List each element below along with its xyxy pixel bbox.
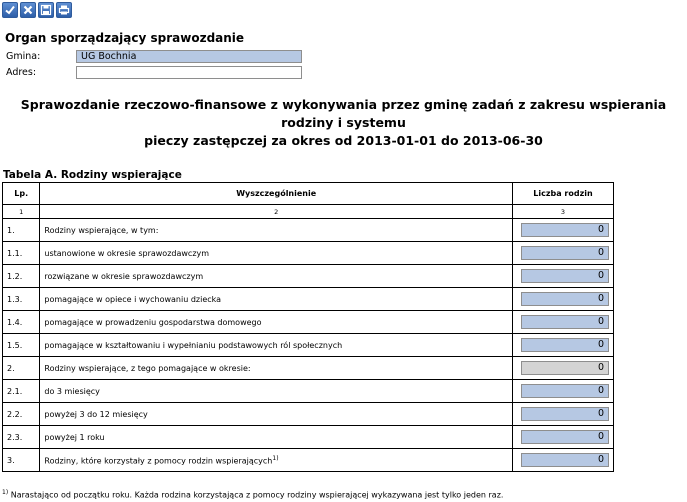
- table-row: [3, 426, 614, 449]
- adres-field[interactable]: [76, 66, 302, 79]
- row-desc-text: Rodziny, które korzystały z pomocy rodzin wspierających: [44, 456, 273, 466]
- index-lp: 1: [3, 205, 40, 219]
- row-lp: 1.2.: [3, 265, 40, 288]
- footnote-marker: 1): [2, 489, 9, 496]
- count-field[interactable]: 0: [521, 315, 609, 329]
- index-desc: 2: [40, 205, 513, 219]
- organ-title: Organ sporządzający sprawozdanie: [5, 31, 245, 45]
- header-count: Liczba rodzin: [513, 183, 614, 205]
- row-desc: powyżej 1 roku: [40, 426, 513, 449]
- row-desc: pomagające w kształtowaniu i wypełnianiu podstawowych ról społecznych: [40, 334, 513, 357]
- gmina-field[interactable]: UG Bochnia: [76, 50, 302, 63]
- footnote: [2, 489, 503, 500]
- index-count: 3: [513, 205, 614, 219]
- row-lp: 2.3.: [3, 426, 40, 449]
- table-row: [3, 357, 614, 380]
- save-button[interactable]: [38, 2, 54, 18]
- table-row: [3, 334, 614, 357]
- footnote-text: Narastająco od początku roku. Każda rodzina korzystająca z pomocy rodziny wspierającej wykazywana jest tylko jeden raz.: [10, 490, 504, 500]
- row-desc: pomagające w prowadzeniu gospodarstwa domowego: [40, 311, 513, 334]
- save-icon: [40, 4, 52, 16]
- table-row: [3, 380, 614, 403]
- row-lp: 1.3.: [3, 288, 40, 311]
- confirm-button[interactable]: [2, 2, 18, 18]
- check-icon: [4, 4, 16, 16]
- row-lp: 2.: [3, 357, 40, 380]
- count-field[interactable]: 0: [521, 223, 609, 237]
- row-desc: powyżej 3 do 12 miesięcy: [40, 403, 513, 426]
- table-row: [3, 265, 614, 288]
- count-field[interactable]: 0: [521, 430, 609, 444]
- print-icon: [58, 4, 70, 16]
- row-lp: 2.1.: [3, 380, 40, 403]
- report-title: [0, 96, 687, 150]
- count-field[interactable]: 0: [521, 453, 609, 467]
- header-desc: Wyszczególnienie: [40, 183, 513, 205]
- close-icon: [22, 4, 34, 16]
- count-field[interactable]: 0: [521, 384, 609, 398]
- print-button[interactable]: [56, 2, 72, 18]
- rodziny-table: [2, 182, 614, 472]
- adres-label: Adres:: [6, 67, 37, 78]
- row-lp: 2.2.: [3, 403, 40, 426]
- table-header-row: [3, 183, 614, 205]
- table-row: [3, 219, 614, 242]
- table-row: [3, 403, 614, 426]
- table-row: [3, 311, 614, 334]
- row-lp: 1.1.: [3, 242, 40, 265]
- count-field[interactable]: 0: [521, 246, 609, 260]
- row-lp: 1.5.: [3, 334, 40, 357]
- footnote-ref: 1): [272, 454, 279, 462]
- count-field[interactable]: 0: [521, 407, 609, 421]
- table-row: [3, 288, 614, 311]
- header-lp: Lp.: [3, 183, 40, 205]
- row-desc: Rodziny wspierające, w tym:: [40, 219, 513, 242]
- table-title: Tabela A. Rodziny wspierające: [3, 169, 182, 181]
- row-desc: ustanowione w okresie sprawozdawczym: [40, 242, 513, 265]
- count-readonly-field: 0: [521, 361, 609, 375]
- row-desc: [40, 449, 513, 472]
- table-row: [3, 449, 614, 472]
- report-title-line1: Sprawozdanie rzeczowo-finansowe z wykonywania przez gminę zadań z zakresu wspierania rodziny i systemu: [20, 97, 667, 130]
- count-field[interactable]: 0: [521, 269, 609, 283]
- report-title-line2: pieczy zastępczej za okres od 2013-01-01 do 2013-06-30: [144, 133, 543, 148]
- gmina-label: Gmina:: [6, 51, 41, 62]
- table-row: [3, 242, 614, 265]
- count-field[interactable]: 0: [521, 292, 609, 306]
- row-lp: 3.: [3, 449, 40, 472]
- row-desc: rozwiązane w okresie sprawozdawczym: [40, 265, 513, 288]
- table-index-row: [3, 205, 614, 219]
- row-desc: pomagające w opiece i wychowaniu dziecka: [40, 288, 513, 311]
- close-button[interactable]: [20, 2, 36, 18]
- toolbar: [2, 2, 72, 20]
- row-desc: do 3 miesięcy: [40, 380, 513, 403]
- row-lp: 1.4.: [3, 311, 40, 334]
- row-desc: Rodziny wspierające, z tego pomagające w okresie:: [40, 357, 513, 380]
- count-field[interactable]: 0: [521, 338, 609, 352]
- row-lp: 1.: [3, 219, 40, 242]
